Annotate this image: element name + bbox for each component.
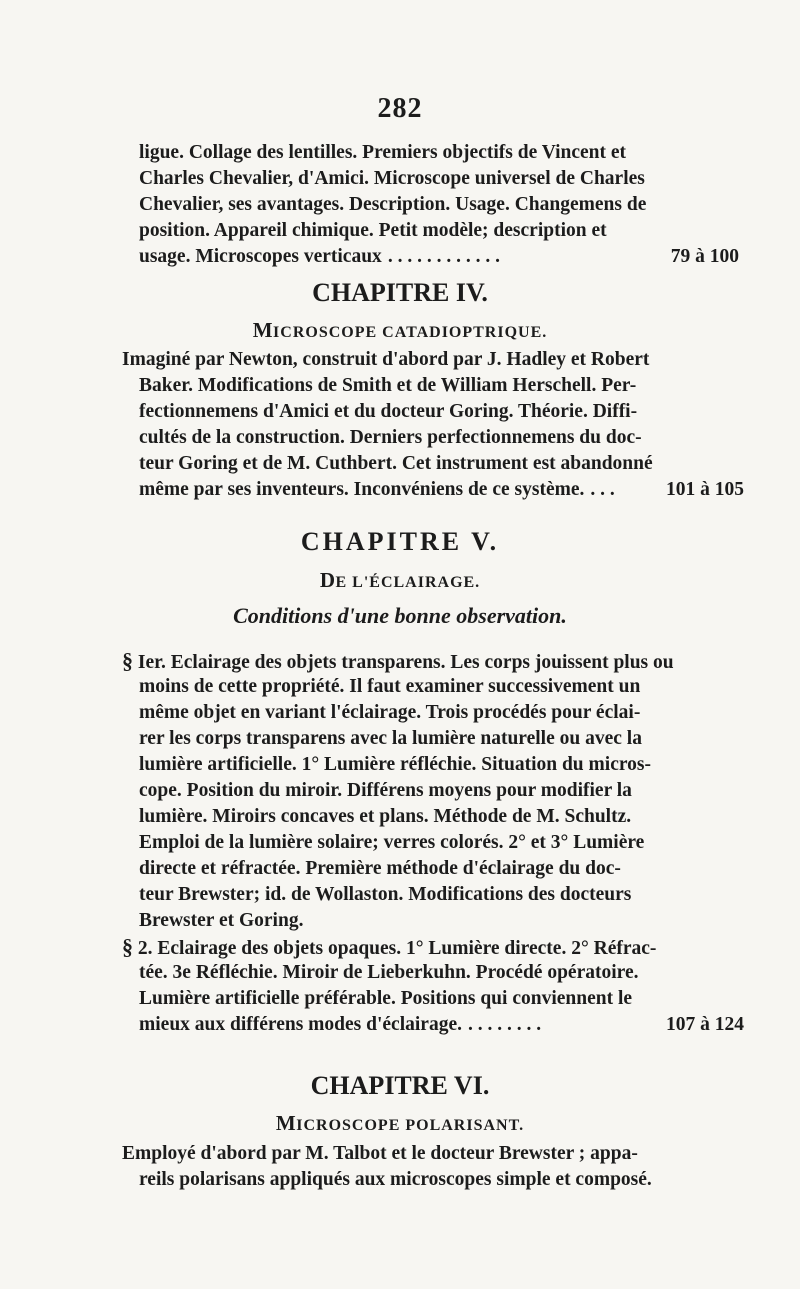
section-1	[122, 648, 744, 934]
text-line: Chevalier, ses avantages. Description. Usage. Changemens de	[139, 194, 647, 215]
toc-entry-line	[122, 477, 744, 503]
text-line: teur Brewster; id. de Wollaston. Modifications des docteurs	[139, 884, 632, 905]
toc-entry-line	[122, 1012, 744, 1038]
text-line	[122, 934, 744, 960]
subtitle-rest: E L'ÉCLAIRAGE.	[335, 574, 481, 591]
text-line: reils polarisans appliqués aux microscopes simple et composé.	[139, 1169, 652, 1190]
section-mark: §	[122, 648, 133, 673]
chapter-4-subtitle	[0, 318, 800, 343]
subtitle-initial: M	[275, 1111, 297, 1135]
text-line: mieux aux différens modes d'éclairage.	[139, 1014, 462, 1035]
text-line: rer les corps transparens avec la lumière naturelle ou avec la	[139, 728, 642, 749]
chapter-6-heading: CHAPITRE VI.	[310, 1071, 490, 1100]
text-line: usage. Microscopes verticaux	[139, 246, 382, 267]
text-line: cultés de la construction. Derniers perfectionnemens du doc-	[139, 427, 642, 448]
text-line: tée. 3e Réfléchie. Miroir de Lieberkuhn. Procédé opératoire.	[139, 962, 639, 983]
leader-dots: . . . . . . . . . . . .	[387, 246, 500, 267]
section-mark: §	[122, 934, 133, 959]
subtitle-initial: M	[252, 318, 274, 342]
page-range: 107 à 124	[666, 1014, 744, 1035]
text-line: position. Appareil chimique. Petit modèle; description et	[139, 220, 607, 241]
text-line	[122, 648, 744, 674]
chapter-4-heading: CHAPITRE IV.	[312, 278, 488, 307]
text-line: 2. Eclairage des objets opaques. 1° Lumière directe. 2° Réfrac-	[137, 938, 657, 959]
subtitle-initial: D	[319, 568, 336, 592]
text-line: teur Goring et de M. Cuthbert. Cet instrument est abandonné	[139, 453, 653, 474]
subtitle-rest: ICROSCOPE POLARISANT.	[296, 1117, 525, 1134]
text-line: directe et réfractée. Première méthode d'éclairage du doc-	[139, 858, 621, 879]
text-line: moins de cette propriété. Il faut examiner successivement un	[139, 676, 641, 697]
subtitle-rest: ICROSCOPE CATADIOPTRIQUE.	[273, 324, 548, 341]
text-line: même par ses inventeurs. Inconvéniens de ce système.	[139, 479, 585, 500]
text-line: Employé d'abord par M. Talbot et le docteur Brewster ; appa-	[122, 1143, 638, 1164]
chapter-6-summary	[122, 1141, 744, 1193]
text-line: fectionnemens d'Amici et du docteur Goring. Théorie. Diffi-	[139, 401, 638, 422]
chapter-5-heading: CHAPITRE V.	[300, 527, 500, 556]
text-line: Charles Chevalier, d'Amici. Microscope universel de Charles	[139, 168, 645, 189]
page-number: 282	[377, 93, 423, 124]
chapter-4-summary	[122, 347, 744, 503]
text-line: cope. Position du miroir. Différens moyens pour modifier la	[139, 780, 632, 801]
text-line: Baker. Modifications de Smith et de William Herschell. Per-	[139, 375, 637, 396]
text-line: lumière. Miroirs concaves et plans. Méthode de M. Schultz.	[139, 806, 632, 827]
leader-dots: . . . . . . . .	[467, 1014, 542, 1035]
page-range: 79 à 100	[670, 246, 739, 267]
chapter-5-italic-title: Conditions d'une bonne observation.	[233, 603, 567, 628]
text-line: même objet en variant l'éclairage. Trois procédés pour éclai-	[139, 702, 641, 723]
chapter-5-subtitle	[0, 568, 800, 593]
page-range: 101 à 105	[666, 479, 744, 500]
chapter-6-subtitle	[0, 1111, 800, 1136]
toc-entry-line	[139, 244, 739, 270]
section-2	[122, 934, 744, 1038]
text-line: Ier. Eclairage des objets transparens. Les corps jouissent plus ou	[137, 652, 674, 673]
intro-block	[139, 140, 739, 270]
text-line: Imaginé par Newton, construit d'abord par J. Hadley et Robert	[122, 349, 650, 370]
leader-dots: . . .	[590, 479, 615, 500]
text-line: Emploi de la lumière solaire; verres colorés. 2° et 3° Lumière	[139, 832, 645, 853]
text-line: ligue. Collage des lentilles. Premiers objectifs de Vincent et	[139, 142, 627, 163]
text-line: lumière artificielle. 1° Lumière réfléchie. Situation du micros-	[139, 754, 651, 775]
text-line: Lumière artificielle préférable. Positions qui conviennent le	[139, 988, 633, 1009]
text-line: Brewster et Goring.	[139, 910, 304, 931]
